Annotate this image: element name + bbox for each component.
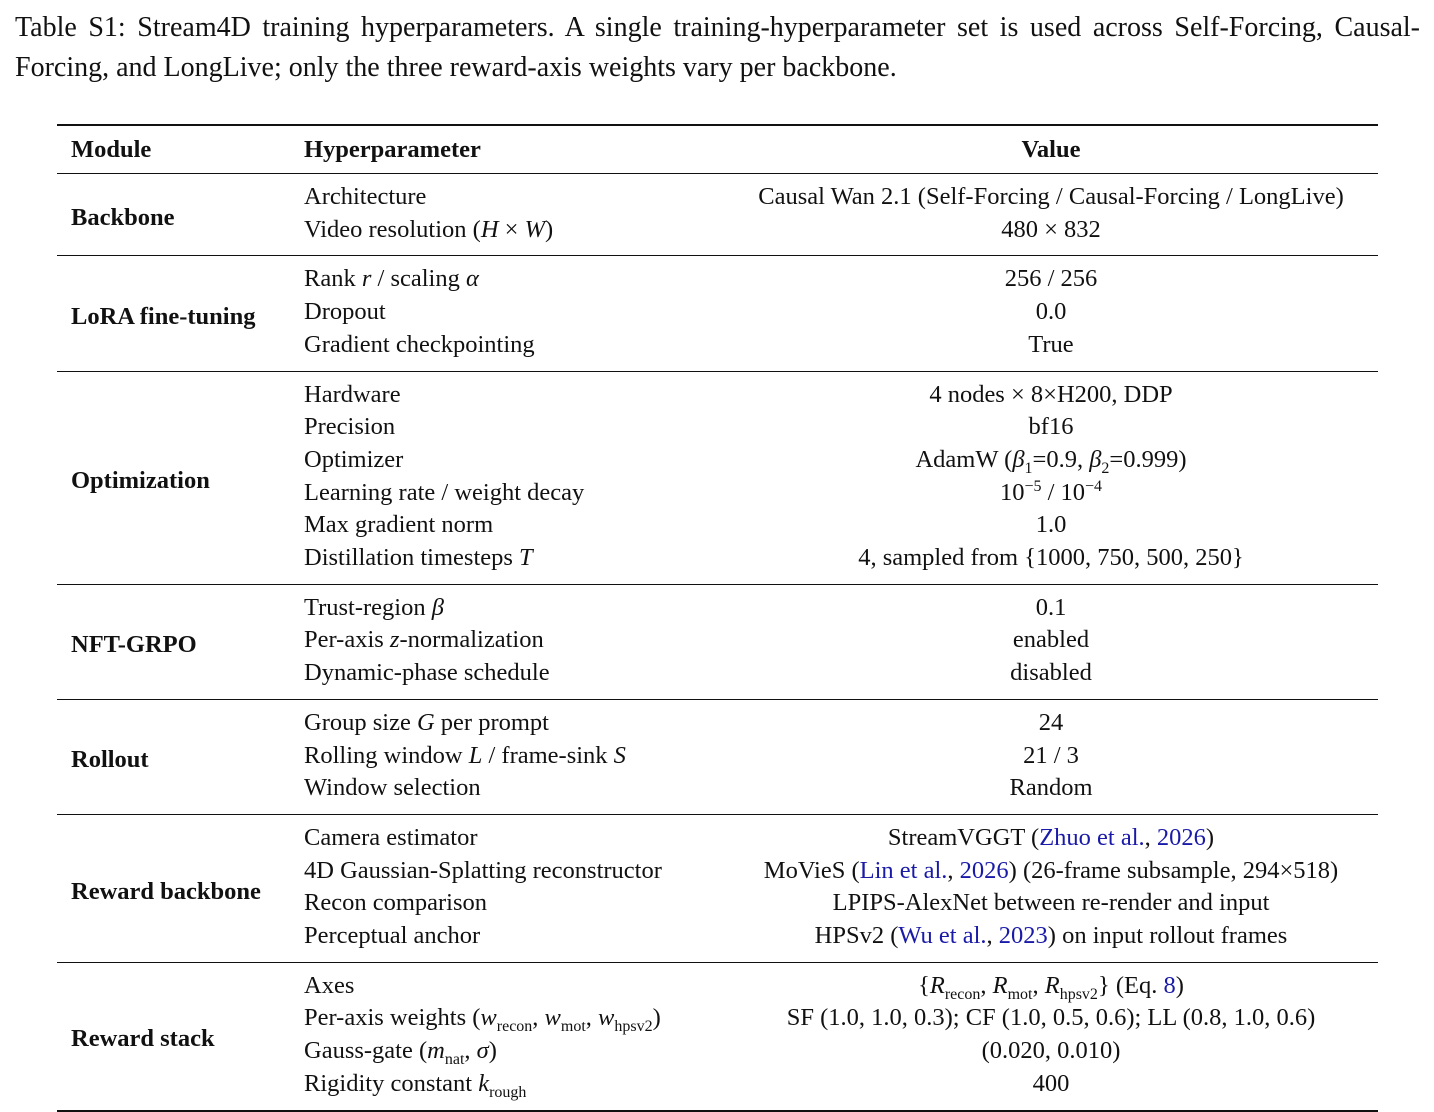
value-cell: 480 × 832 — [724, 214, 1378, 256]
table-row — [57, 584, 1378, 624]
hyperparameter-cell: Gauss-gate ($m_{nat}$, σ) — [304, 1037, 497, 1069]
value-cell: Random — [724, 772, 1378, 814]
hyperparameter-cell: Hardware — [304, 380, 401, 408]
hyperparameter-cell: 4D Gaussian-Splatting reconstructor — [304, 856, 662, 884]
hyperparameter-cell: Perceptual anchor — [304, 920, 724, 962]
hyperparameter-cell: Camera estimator — [304, 823, 478, 851]
table-header-row — [57, 125, 1378, 174]
value-cell: (0.020, 0.010) — [981, 1037, 1121, 1065]
table-row — [57, 814, 1378, 854]
citation-link[interactable]: Wu et al. — [898, 922, 987, 950]
hyperparameter-cell: Axes — [304, 971, 355, 999]
hyperparameter-cell: Optimizer — [304, 445, 404, 473]
hyperparameter-cell: Group size G per prompt — [304, 708, 549, 736]
value-cell: 1.0 — [1035, 511, 1067, 539]
table-caption — [15, 8, 1420, 88]
hyperparameter-cell: Recon comparison — [304, 889, 488, 917]
value-cell: MoVieS (Lin et al., 2026) (26-frame subsample, 294×518) — [763, 856, 1339, 884]
hyperparameter-cell: Dynamic-phase schedule — [304, 657, 724, 699]
caption-text: Stream4D training hyperparameters. A single training-hyperparameter set is used across Self-Forcing, Causal-Forcing, and LongLive; only the three reward-axis weights vary per backbone. — [15, 12, 1421, 83]
module-cell: Reward stack — [57, 962, 304, 1110]
table-row — [57, 256, 1378, 296]
hyperparameter-table — [57, 124, 1378, 1112]
value-cell: 24 — [1038, 708, 1064, 736]
citation-year-link[interactable]: 2023 — [998, 922, 1048, 950]
hyperparameter-cell: Rank r / scaling α — [304, 265, 479, 293]
value-cell: disabled — [724, 657, 1378, 699]
value-cell: 256 / 256 — [1004, 265, 1098, 293]
hyperparameter-cell: Learning rate / weight decay — [304, 478, 585, 506]
value-cell: Causal Wan 2.1 (Self-Forcing / Causal-Forcing / LongLive) — [758, 183, 1344, 210]
hyperparameter-cell: Precision — [304, 413, 396, 441]
hyperparameter-cell: Per-axis z-normalization — [304, 626, 544, 654]
module-cell: NFT-GRPO — [57, 584, 304, 699]
hyperparameter-cell: Distillation timesteps T — [304, 542, 724, 584]
table-row — [57, 699, 1378, 739]
hyperparameter-cell: Trust-region β — [304, 593, 444, 621]
module-cell: Optimization — [57, 371, 304, 584]
caption-label: Table S1: — [15, 12, 126, 43]
hyperparameter-cell: Dropout — [304, 298, 386, 326]
table-row — [57, 962, 1378, 1002]
value-cell: enabled — [1012, 626, 1090, 654]
hyperparameter-cell: Gradient checkpointing — [304, 329, 724, 371]
header-module: Module — [57, 125, 304, 174]
value-cell: 400 — [724, 1068, 1378, 1111]
header-hyperparameter: Hyperparameter — [304, 125, 724, 174]
table-row — [57, 174, 1378, 214]
citation-year-link[interactable]: 2026 — [959, 856, 1009, 884]
value-cell: $10^{-5} / 10^{-4}$ — [999, 477, 1103, 506]
hyperparameter-cell: Video resolution (H × W) — [304, 214, 724, 256]
value-cell: AdamW ($\beta_1=0.9$, $\beta_2=0.999$) — [915, 445, 1187, 477]
value-cell: True — [724, 329, 1378, 371]
value-cell: StreamVGGT (Zhuo et al., 2026) — [887, 823, 1215, 851]
value-cell: 4, sampled from {1000, 750, 500, 250} — [724, 542, 1378, 584]
citation-link[interactable]: Lin et al. — [859, 856, 948, 884]
value-cell: bf16 — [1028, 413, 1074, 441]
value-cell: LPIPS-AlexNet between re-render and input — [832, 889, 1270, 917]
equation-link[interactable]: 8 — [1163, 971, 1176, 999]
hyperparameter-cell: Per-axis weights ($w_{recon}$, $w_{mot}$, $w_{hpsv2}$) — [304, 1004, 661, 1036]
header-value: Value — [724, 125, 1378, 174]
module-cell: LoRA fine-tuning — [57, 256, 304, 371]
hyperparameter-cell: Max gradient norm — [304, 511, 494, 539]
hyperparameter-cell: Rigidity constant $k_{rough}$ — [304, 1068, 724, 1111]
hyperparameter-cell: Window selection — [304, 772, 724, 814]
table-row — [57, 371, 1378, 411]
citation-link[interactable]: Zhuo et al. — [1039, 823, 1145, 851]
hyperparameter-cell: Architecture — [304, 183, 427, 210]
hyperparameter-cell: Rolling window L / frame-sink S — [304, 741, 626, 769]
value-cell: 21 / 3 — [1023, 741, 1079, 769]
module-cell: Rollout — [57, 699, 304, 814]
module-cell: Reward backbone — [57, 814, 304, 962]
value-cell: 4 nodes × 8×H200, DDP — [929, 380, 1173, 408]
citation-year-link[interactable]: 2026 — [1156, 823, 1206, 851]
value-cell: 0.1 — [1035, 593, 1067, 621]
value-cell: {$R_{recon}$, $R_{mot}$, $R_{hpsv2}$} (Eq. 8) — [918, 971, 1184, 1003]
value-cell: 0.0 — [1035, 298, 1067, 326]
value-cell: SF (1.0, 1.0, 0.3); CF (1.0, 0.5, 0.6); LL (0.8, 1.0, 0.6) — [786, 1004, 1316, 1032]
module-cell: Backbone — [57, 174, 304, 256]
value-cell: HPSv2 (Wu et al., 2023) on input rollout frames — [724, 920, 1378, 962]
